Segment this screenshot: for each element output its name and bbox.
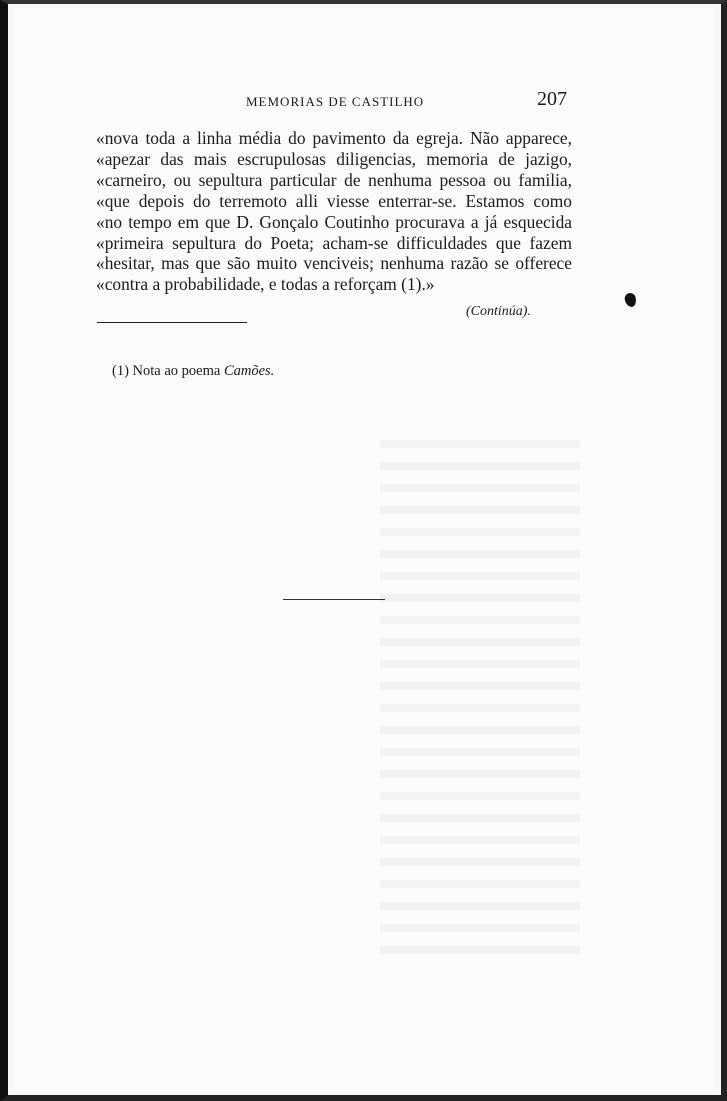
- footnote-rule: [97, 322, 247, 323]
- text-line: «primeira sepultura do Poeta; acham-se difficuldades que fazem: [96, 232, 572, 253]
- section-rule: [283, 599, 385, 600]
- running-head: [100, 90, 570, 116]
- text-line: «nova toda a linha média do pavimento da egreja. Não apparece,: [96, 128, 572, 148]
- text-line: «no tempo em que D. Gonçalo Coutinho procurava a já esquecida: [96, 211, 572, 232]
- bleed-through-texture: [380, 440, 580, 960]
- footnote: [112, 363, 274, 380]
- footnote-marker: (1): [112, 363, 129, 379]
- text-line: «apezar das mais escrupulosas diligencias, memoria de jazigo,: [96, 148, 572, 169]
- text-line: «que depois do terremoto alli viesse enterrar-se. Estamos como: [96, 190, 572, 211]
- text-line: «contra a probabilidade, e todas a reforçam (1).»: [96, 274, 435, 295]
- footnote-title: Camões.: [223, 363, 275, 379]
- text-line: «hesitar, mas que são muito venciveis; nenhuma razão se offerece: [96, 253, 572, 274]
- body-text: [96, 128, 572, 295]
- page-number: 207: [537, 88, 567, 110]
- running-title: MEMORIAS DE CASTILHO: [246, 94, 425, 109]
- footnote-text: Nota ao poema: [132, 363, 221, 379]
- continua-note: (Continúa).: [466, 304, 531, 319]
- text-line: «carneiro, ou sepultura particular de nenhuma pessoa ou familia,: [96, 169, 572, 190]
